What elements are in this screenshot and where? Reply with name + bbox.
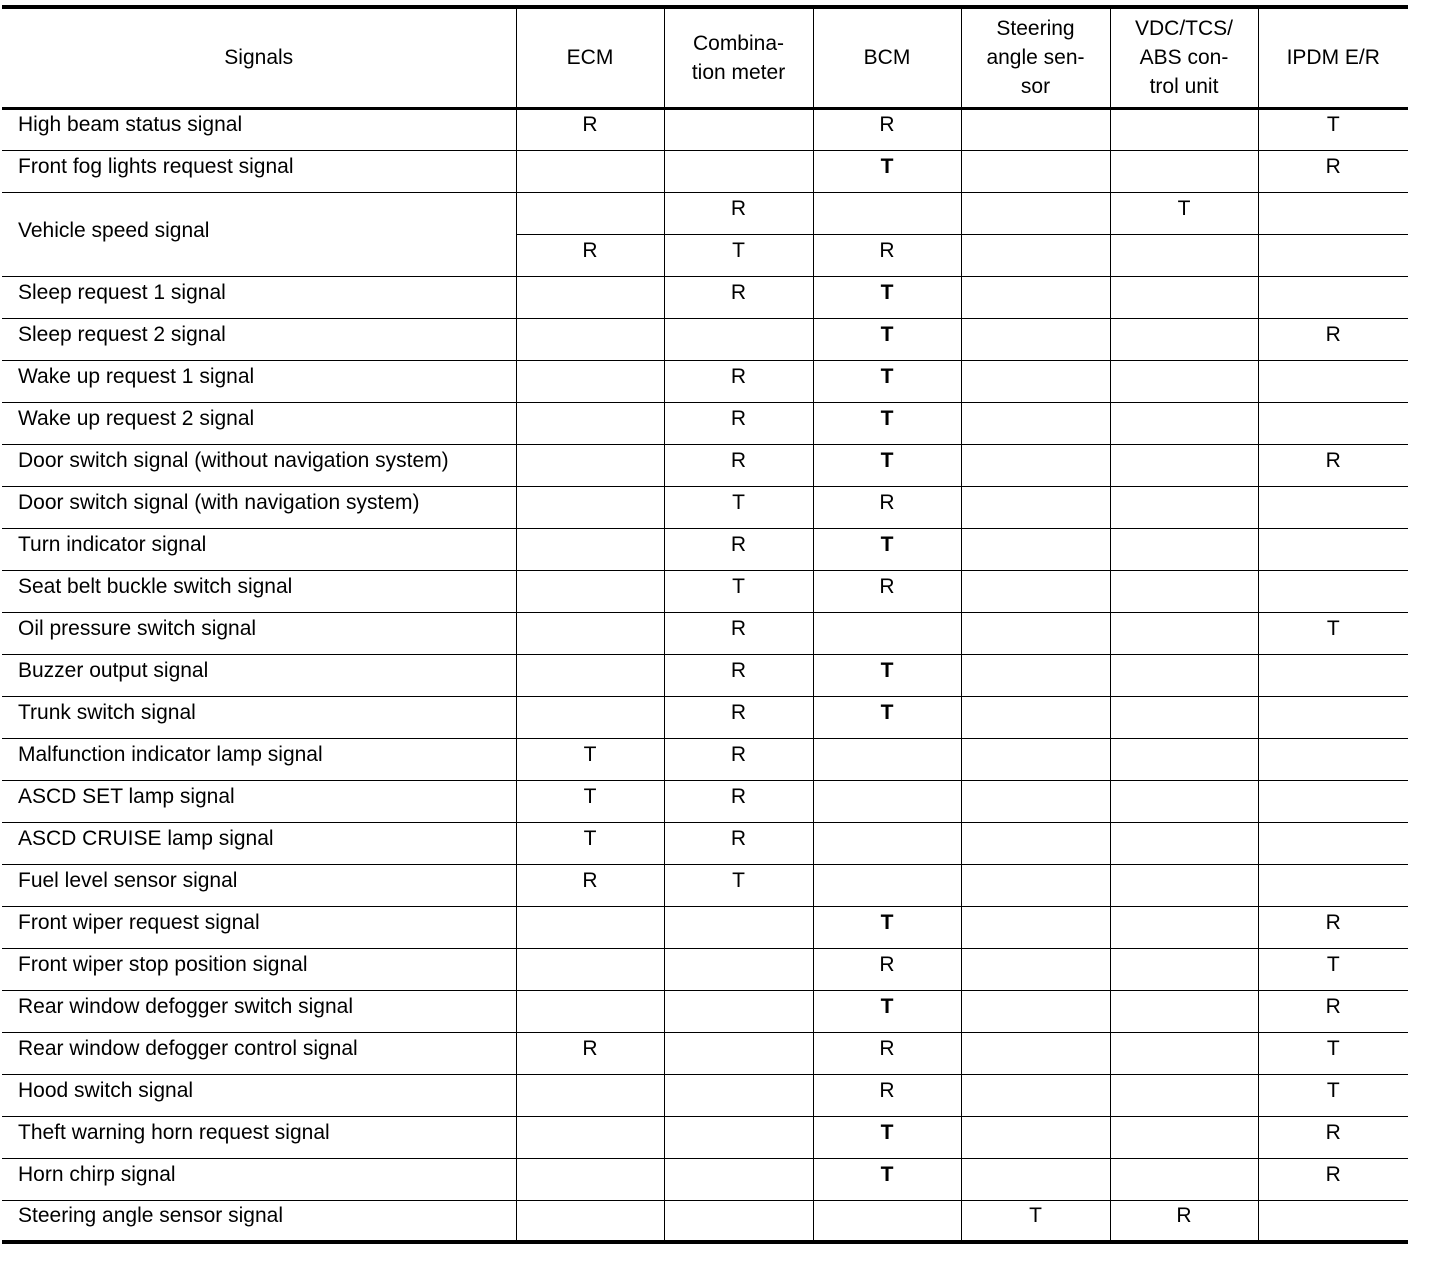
signal-value-cell — [664, 150, 813, 192]
signal-value-cell — [961, 486, 1110, 528]
signal-value-cell: T — [516, 822, 664, 864]
signal-value-cell — [961, 1158, 1110, 1200]
signal-value-cell: R — [813, 1032, 961, 1074]
header-steering-angle-sensor: Steering angle sen- sor — [961, 7, 1110, 108]
signal-value-cell — [961, 1032, 1110, 1074]
header-ipdm-er: IPDM E/R — [1258, 7, 1408, 108]
signal-value-cell: R — [664, 402, 813, 444]
signal-value-cell — [1258, 738, 1408, 780]
table-row — [2, 402, 1408, 444]
header-row — [2, 7, 1408, 108]
signal-value-cell: T — [813, 654, 961, 696]
signal-value-cell — [516, 990, 664, 1032]
signal-value-cell — [516, 444, 664, 486]
signal-value-cell — [961, 780, 1110, 822]
signal-value-cell — [961, 654, 1110, 696]
signal-value-cell: T — [813, 990, 961, 1032]
signal-value-cell — [961, 612, 1110, 654]
signal-value-cell — [961, 234, 1110, 276]
table-row — [2, 1158, 1408, 1200]
signal-value-cell — [961, 948, 1110, 990]
signal-value-cell — [664, 1200, 813, 1242]
signal-value-cell: R — [1258, 1116, 1408, 1158]
signal-value-cell — [516, 906, 664, 948]
signal-value-cell: T — [516, 780, 664, 822]
signal-value-cell — [961, 150, 1110, 192]
signal-value-cell — [1258, 486, 1408, 528]
signal-value-cell: T — [664, 864, 813, 906]
signal-value-cell: R — [516, 108, 664, 150]
signal-value-cell — [1110, 864, 1258, 906]
signal-name-cell: Steering angle sensor signal — [2, 1200, 516, 1242]
signal-value-cell: T — [813, 444, 961, 486]
signal-name-cell: High beam status signal — [2, 108, 516, 150]
signal-value-cell — [1110, 654, 1258, 696]
table-body — [2, 108, 1408, 1242]
signal-value-cell: R — [664, 360, 813, 402]
signal-value-cell — [961, 192, 1110, 234]
signal-name-cell: Oil pressure switch signal — [2, 612, 516, 654]
signal-name-cell: Seat belt buckle switch signal — [2, 570, 516, 612]
signal-value-cell — [961, 276, 1110, 318]
signal-value-cell — [961, 108, 1110, 150]
signal-value-cell — [1110, 108, 1258, 150]
signal-value-cell — [1110, 318, 1258, 360]
signal-value-cell — [516, 486, 664, 528]
table-row — [2, 948, 1408, 990]
signal-value-cell: T — [664, 486, 813, 528]
header-signals: Signals — [2, 7, 516, 108]
header-bcm: BCM — [813, 7, 961, 108]
signal-value-cell: R — [664, 192, 813, 234]
header-ecm: ECM — [516, 7, 664, 108]
signal-value-cell: R — [664, 696, 813, 738]
table-row — [2, 528, 1408, 570]
signal-value-cell: R — [664, 738, 813, 780]
signal-value-cell — [1110, 1032, 1258, 1074]
signal-name-cell: Fuel level sensor signal — [2, 864, 516, 906]
signal-value-cell — [516, 360, 664, 402]
signal-value-cell — [961, 444, 1110, 486]
signal-value-cell: R — [813, 108, 961, 150]
table-row — [2, 108, 1408, 150]
signal-value-cell — [961, 318, 1110, 360]
signal-value-cell: R — [813, 570, 961, 612]
signal-value-cell — [961, 738, 1110, 780]
signal-value-cell — [1110, 150, 1258, 192]
signal-value-cell: R — [813, 486, 961, 528]
signal-value-cell — [961, 1074, 1110, 1116]
signal-value-cell — [1110, 444, 1258, 486]
signal-value-cell: T — [813, 906, 961, 948]
signal-value-cell — [664, 108, 813, 150]
table-row — [2, 1200, 1408, 1242]
table-row — [2, 444, 1408, 486]
table-row — [2, 1116, 1408, 1158]
signal-value-cell — [1110, 780, 1258, 822]
header-combination-meter: Combina- tion meter — [664, 7, 813, 108]
signal-value-cell — [664, 1158, 813, 1200]
signal-name-cell: Turn indicator signal — [2, 528, 516, 570]
signal-name-cell: Theft warning horn request signal — [2, 1116, 516, 1158]
signal-value-cell — [961, 822, 1110, 864]
signal-name-cell: Buzzer output signal — [2, 654, 516, 696]
signal-value-cell — [1110, 906, 1258, 948]
signal-value-cell — [516, 192, 664, 234]
signal-value-cell: R — [813, 948, 961, 990]
signal-value-cell — [1258, 864, 1408, 906]
signal-value-cell: T — [813, 150, 961, 192]
signal-value-cell: T — [664, 570, 813, 612]
signal-value-cell — [516, 318, 664, 360]
signal-value-cell: T — [664, 234, 813, 276]
signal-value-cell — [1258, 402, 1408, 444]
signal-value-cell: T — [1258, 1032, 1408, 1074]
signal-name-cell: Malfunction indicator lamp signal — [2, 738, 516, 780]
signal-value-cell — [961, 360, 1110, 402]
signal-value-cell: R — [664, 528, 813, 570]
signal-value-cell — [1110, 528, 1258, 570]
signal-name-cell: Horn chirp signal — [2, 1158, 516, 1200]
table-row — [2, 1032, 1408, 1074]
signal-value-cell — [813, 780, 961, 822]
signal-value-cell — [1110, 234, 1258, 276]
signal-name-cell: Sleep request 1 signal — [2, 276, 516, 318]
signal-value-cell: T — [813, 318, 961, 360]
table-row — [2, 738, 1408, 780]
table-row — [2, 150, 1408, 192]
signal-name-cell: Hood switch signal — [2, 1074, 516, 1116]
signal-value-cell — [664, 906, 813, 948]
signal-value-cell — [1110, 1116, 1258, 1158]
signal-value-cell: R — [1258, 906, 1408, 948]
signal-value-cell — [516, 1074, 664, 1116]
signal-value-cell: R — [813, 1074, 961, 1116]
signal-value-cell: R — [1258, 990, 1408, 1032]
signal-value-cell — [961, 402, 1110, 444]
signal-value-cell: T — [961, 1200, 1110, 1242]
signal-value-cell: R — [664, 612, 813, 654]
signal-value-cell: R — [664, 780, 813, 822]
signal-value-cell: T — [516, 738, 664, 780]
signal-name-cell: ASCD CRUISE lamp signal — [2, 822, 516, 864]
signal-value-cell — [516, 402, 664, 444]
signal-value-cell: R — [664, 276, 813, 318]
signal-value-cell: T — [813, 1158, 961, 1200]
signal-value-cell: T — [813, 360, 961, 402]
signal-value-cell: R — [664, 654, 813, 696]
signal-value-cell — [1258, 192, 1408, 234]
signal-value-cell — [961, 990, 1110, 1032]
signal-value-cell — [1258, 1200, 1408, 1242]
signal-value-cell — [961, 864, 1110, 906]
signal-value-cell: R — [1258, 1158, 1408, 1200]
signal-value-cell — [1110, 402, 1258, 444]
table-row — [2, 192, 1408, 234]
signal-value-cell — [1258, 780, 1408, 822]
table-row — [2, 612, 1408, 654]
signal-value-cell — [1110, 1158, 1258, 1200]
signal-value-cell: R — [1258, 318, 1408, 360]
table-row — [2, 486, 1408, 528]
signal-value-cell — [1110, 948, 1258, 990]
table-row — [2, 276, 1408, 318]
signal-value-cell: R — [1110, 1200, 1258, 1242]
signal-value-cell — [1258, 570, 1408, 612]
signal-value-cell — [516, 1116, 664, 1158]
signal-value-cell — [1110, 1074, 1258, 1116]
table-row — [2, 360, 1408, 402]
signal-value-cell — [813, 822, 961, 864]
signal-value-cell: T — [813, 402, 961, 444]
signal-value-cell — [516, 948, 664, 990]
signal-value-cell — [961, 570, 1110, 612]
signal-value-cell: T — [1258, 108, 1408, 150]
signal-value-cell — [813, 612, 961, 654]
signal-value-cell — [1110, 612, 1258, 654]
signal-value-cell — [813, 864, 961, 906]
signal-value-cell — [664, 1116, 813, 1158]
table-row — [2, 570, 1408, 612]
signal-value-cell — [961, 528, 1110, 570]
table-row — [2, 990, 1408, 1032]
signal-name-cell: Door switch signal (without navigation system) — [2, 444, 516, 486]
signal-value-cell — [1110, 738, 1258, 780]
signal-value-cell — [516, 528, 664, 570]
signal-value-cell — [813, 192, 961, 234]
signal-value-cell: R — [664, 444, 813, 486]
table-row — [2, 696, 1408, 738]
signal-value-cell — [664, 1074, 813, 1116]
signal-value-cell — [1110, 990, 1258, 1032]
signal-name-cell: Rear window defogger control signal — [2, 1032, 516, 1074]
signal-value-cell: R — [1258, 150, 1408, 192]
signal-value-cell — [1258, 360, 1408, 402]
signal-value-cell — [516, 276, 664, 318]
signal-name-cell: Rear window defogger switch signal — [2, 990, 516, 1032]
signal-value-cell — [1258, 696, 1408, 738]
signal-value-cell — [664, 318, 813, 360]
signal-value-cell — [961, 696, 1110, 738]
table-row — [2, 864, 1408, 906]
signal-value-cell — [1258, 654, 1408, 696]
signal-value-cell: R — [813, 234, 961, 276]
signal-value-cell — [516, 696, 664, 738]
signal-value-cell — [961, 906, 1110, 948]
signal-name-cell: Wake up request 2 signal — [2, 402, 516, 444]
signal-name-cell: Vehicle speed signal — [2, 192, 516, 276]
signal-value-cell — [1110, 360, 1258, 402]
table-row — [2, 822, 1408, 864]
signal-value-cell — [516, 570, 664, 612]
signal-value-cell — [1110, 570, 1258, 612]
signal-value-cell: T — [1258, 612, 1408, 654]
signal-value-cell: R — [516, 1032, 664, 1074]
signal-value-cell — [813, 1200, 961, 1242]
signal-value-cell — [961, 1116, 1110, 1158]
signal-value-cell: R — [516, 864, 664, 906]
signal-value-cell: T — [813, 276, 961, 318]
signal-name-cell: Front wiper request signal — [2, 906, 516, 948]
signal-value-cell — [516, 654, 664, 696]
table-row — [2, 906, 1408, 948]
signal-value-cell — [813, 738, 961, 780]
signal-value-cell — [516, 612, 664, 654]
signal-table-container — [2, 5, 1408, 1244]
signal-value-cell: T — [813, 696, 961, 738]
signal-value-cell — [1110, 822, 1258, 864]
signal-value-cell — [1258, 234, 1408, 276]
signal-value-cell: R — [516, 234, 664, 276]
header-vdc-tcs-abs-control-unit: VDC/TCS/ ABS con- trol unit — [1110, 7, 1258, 108]
signal-value-cell: R — [664, 822, 813, 864]
signal-name-cell: Sleep request 2 signal — [2, 318, 516, 360]
signal-value-cell — [1258, 822, 1408, 864]
signal-value-cell — [664, 948, 813, 990]
signal-value-cell: T — [1258, 948, 1408, 990]
table-row — [2, 654, 1408, 696]
table-row — [2, 780, 1408, 822]
signal-value-cell — [1110, 486, 1258, 528]
table-row — [2, 318, 1408, 360]
signal-name-cell: Front fog lights request signal — [2, 150, 516, 192]
can-signal-table — [2, 5, 1408, 1244]
signal-name-cell: Trunk switch signal — [2, 696, 516, 738]
signal-name-cell: Wake up request 1 signal — [2, 360, 516, 402]
signal-value-cell — [516, 150, 664, 192]
table-row — [2, 1074, 1408, 1116]
signal-value-cell — [1110, 276, 1258, 318]
signal-value-cell: T — [1110, 192, 1258, 234]
signal-value-cell — [1258, 276, 1408, 318]
signal-value-cell — [516, 1200, 664, 1242]
signal-name-cell: Door switch signal (with navigation system) — [2, 486, 516, 528]
signal-value-cell — [664, 1032, 813, 1074]
signal-value-cell: T — [1258, 1074, 1408, 1116]
signal-name-cell: Front wiper stop position signal — [2, 948, 516, 990]
signal-value-cell — [664, 990, 813, 1032]
signal-value-cell — [1258, 528, 1408, 570]
signal-value-cell: T — [813, 1116, 961, 1158]
table-header — [2, 7, 1408, 108]
signal-value-cell — [1110, 696, 1258, 738]
signal-value-cell: R — [1258, 444, 1408, 486]
signal-value-cell — [516, 1158, 664, 1200]
signal-name-cell: ASCD SET lamp signal — [2, 780, 516, 822]
signal-value-cell: T — [813, 528, 961, 570]
